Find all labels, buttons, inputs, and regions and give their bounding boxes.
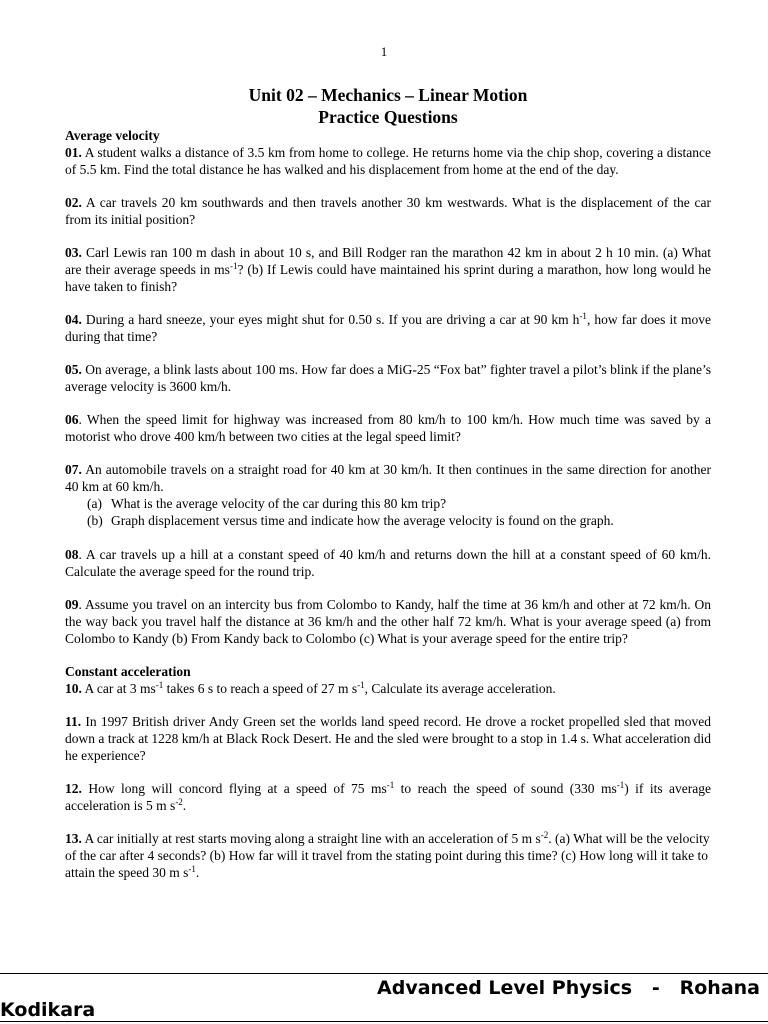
question-text: . bbox=[182, 798, 187, 813]
question-text: Carl Lewis ran 100 m dash in about 10 s, and Bill Rodger ran the marathon 42 km in about 2 h 10 min. (a) What are their average speeds in ms bbox=[65, 245, 711, 277]
question-number: 10. bbox=[65, 681, 82, 696]
superscript: -1 bbox=[229, 261, 238, 271]
title-line-1: Unit 02 – Mechanics – Linear Motion bbox=[248, 85, 528, 105]
question-number: 03. bbox=[65, 245, 82, 260]
question-text: . (a) What will be the velocity of the car after 4 seconds? (b) How far will it travel from the stating point during this time? (c) How long will it take to attain the speed 30 m s bbox=[65, 831, 710, 880]
document-title bbox=[0, 84, 768, 128]
question-number: 06 bbox=[65, 412, 79, 427]
question-11 bbox=[65, 713, 711, 764]
question-06 bbox=[65, 411, 711, 445]
question-text: takes 6 s to reach a speed of 27 m s bbox=[163, 681, 358, 696]
section-heading-constant-acceleration: Constant acceleration bbox=[65, 664, 191, 679]
question-04 bbox=[65, 311, 711, 345]
question-text: , Calculate its average acceleration. bbox=[364, 681, 556, 696]
question-text: . A car travels up a hill at a constant speed of 40 km/h and returns down the hill at a constant speed of 60 km/h. Calculate the average speed for the round trip. bbox=[65, 547, 711, 579]
question-number: 01. bbox=[65, 145, 82, 160]
question-text: A car travels 20 km southwards and then travels another 30 km westwards. What is the displacement of the car from its initial position? bbox=[65, 195, 711, 227]
superscript: -1 bbox=[579, 311, 587, 321]
question-02 bbox=[65, 194, 711, 228]
question-03 bbox=[65, 244, 711, 295]
question-text: An automobile travels on a straight road for 40 km at 30 km/h. It then continues in the same direction for another 40 km at 60 km/h. bbox=[65, 462, 711, 494]
footer-divider-bottom bbox=[0, 1021, 768, 1022]
section-heading-average-velocity: Average velocity bbox=[65, 128, 160, 143]
superscript: -1 bbox=[155, 680, 164, 690]
question-05 bbox=[65, 361, 711, 395]
question-number: 12. bbox=[65, 781, 82, 796]
superscript: -1 bbox=[386, 780, 395, 790]
question-text: A car initially at rest starts moving along a straight line with an acceleration of 5 m s bbox=[81, 831, 541, 846]
question-07 bbox=[65, 461, 711, 495]
question-text: ) if its average acceleration is 5 m s bbox=[65, 781, 711, 813]
question-number: 13. bbox=[65, 831, 82, 846]
question-number: 11. bbox=[65, 714, 82, 729]
document-body bbox=[65, 127, 711, 897]
question-number: 02. bbox=[65, 195, 82, 210]
superscript: -2 bbox=[540, 830, 549, 840]
page-number: 1 bbox=[380, 44, 388, 59]
question-text: A car at 3 ms bbox=[81, 681, 156, 696]
question-text: to reach the speed of sound (330 ms bbox=[394, 781, 617, 796]
question-text: . Assume you travel on an intercity bus from Colombo to Kandy, half the time at 36 km/h and other at 72 km/h. On the way back you travel half the distance at 36 km/h and the other half 72 km/h. What is your average speed (a) from Colombo to Kandy (b) From Kandy back to Colombo (c) What is your average speed for the entire trip? bbox=[65, 597, 711, 646]
subpart-label: (b) bbox=[87, 513, 103, 528]
question-text: A student walks a distance of 3.5 km from home to college. He returns home via the chip shop, covering a distance of 5.5 km. Find the total distance he has walked and his displacement from home at the end of the day. bbox=[65, 145, 711, 177]
question-text: How long will concord flying at a speed of 75 ms bbox=[81, 781, 387, 796]
question-number: 08 bbox=[65, 547, 79, 562]
superscript: -1 bbox=[357, 680, 365, 690]
subpart-text: What is the average velocity of the car during this 80 km trip? bbox=[111, 496, 447, 511]
question-number: 07. bbox=[65, 462, 82, 477]
question-10 bbox=[65, 680, 711, 697]
question-text: ? (b) If Lewis could have maintained his sprint during a marathon, how long would he have taken to finish? bbox=[65, 262, 712, 294]
question-text: . When the speed limit for highway was increased from 80 km/h to 100 km/h. How much time was saved by a motorist who drove 400 km/h between two cities at the legal speed limit? bbox=[65, 412, 711, 444]
footer-text-line-1: Advanced Level Physics - Rohana bbox=[377, 977, 760, 999]
subpart-b bbox=[87, 512, 711, 529]
question-07-subparts bbox=[65, 495, 711, 529]
superscript: -1 bbox=[616, 780, 625, 790]
subpart-label: (a) bbox=[87, 496, 102, 511]
superscript: -2 bbox=[175, 797, 183, 807]
question-text: In 1997 British driver Andy Green set the worlds land speed record. He drove a rocket propelled sled that moved down a track at 1228 km/h at Black Rock Desert. He and the sled were brought to a stop in 1.4 s. What acceleration did he experience? bbox=[65, 714, 711, 763]
question-01 bbox=[65, 144, 711, 178]
question-text: . bbox=[195, 865, 200, 880]
subpart-text: Graph displacement versus time and indicate how the average velocity is found on the graph. bbox=[111, 513, 614, 528]
footer-divider-top bbox=[0, 973, 768, 974]
question-text: , how far does it move during that time? bbox=[65, 312, 711, 344]
question-number: 04. bbox=[65, 312, 82, 327]
question-number: 05. bbox=[65, 362, 82, 377]
footer-text-line-2: Kodikara bbox=[0, 999, 96, 1021]
superscript: -1 bbox=[188, 864, 196, 874]
question-text: During a hard sneeze, your eyes might shut for 0.50 s. If you are driving a car at 90 km h bbox=[81, 312, 580, 327]
question-text: On average, a blink lasts about 100 ms. How far does a MiG-25 “Fox bat” fighter travel a pilot’s blink if the plane’s average velocity is 3600 km/h. bbox=[65, 362, 711, 394]
question-13 bbox=[65, 830, 711, 881]
question-number: 09 bbox=[65, 597, 79, 612]
title-line-2: Practice Questions bbox=[318, 107, 458, 127]
subpart-a bbox=[87, 495, 711, 512]
question-08 bbox=[65, 546, 711, 580]
question-12 bbox=[65, 780, 711, 814]
question-09 bbox=[65, 596, 711, 647]
